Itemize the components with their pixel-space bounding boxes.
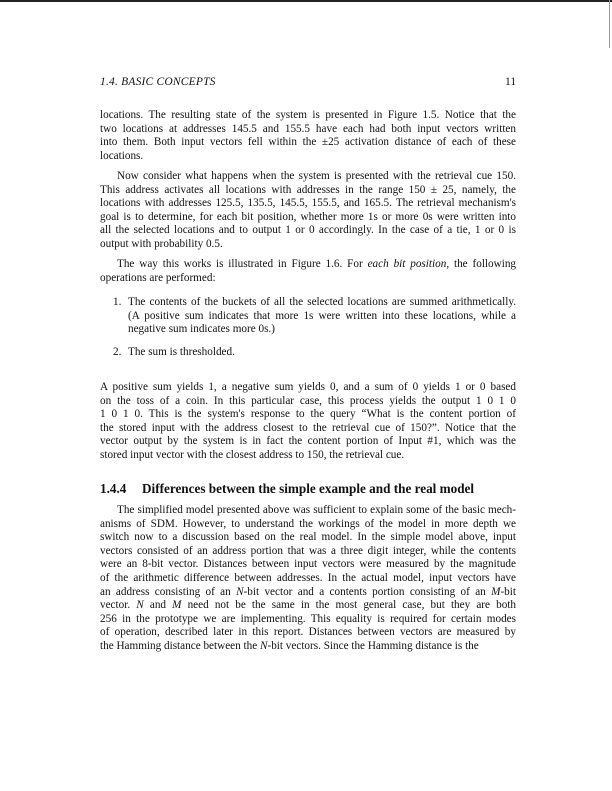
italic-text: N xyxy=(260,639,268,652)
italic-text: N xyxy=(136,599,144,612)
text-line: output with probability 0.5. xyxy=(100,237,223,250)
list-item-body xyxy=(128,296,516,337)
text-line: the stored input with the address closest to the retrieval cue of 150?”. Notice that the xyxy=(100,421,516,434)
text-line xyxy=(100,586,516,600)
text-line xyxy=(100,640,516,654)
section-number: 1.4.4 xyxy=(100,481,127,496)
text-line: of the arithmetic difference between addresses. In the actual model, input vectors have xyxy=(100,571,516,584)
text-line: (A positive sum indicates that more 1s were written into these locations, while a xyxy=(128,309,516,322)
paragraph-way-this-works xyxy=(100,258,516,285)
text-line: The contents of the buckets of all the selected locations are summed arithmetically. xyxy=(128,296,516,308)
text-line: of operation, described later in this report. Distances between vectors are measured by xyxy=(100,626,516,639)
text-line: vector output by the system is in fact the content portion of Input #1, which was the xyxy=(100,435,516,448)
text-line: A positive sum yields 1, a negative sum yields 0, and a sum of 0 yields 1 or 0 based xyxy=(100,381,516,393)
paragraph-retrieval-cue xyxy=(100,170,516,252)
paragraph-locations-state xyxy=(100,109,516,163)
text-line: goal is to determine, for each bit position, whether more 1s or more 0s were written into xyxy=(100,210,516,223)
list-item-body xyxy=(128,346,516,360)
text-segment: -bit xyxy=(500,585,516,598)
section-heading xyxy=(100,481,474,497)
text-line: stored input vector with the closest address to 150, the retrieval cue. xyxy=(100,448,405,461)
text-line: Now consider what happens when the system is presented with the retrieval cue 150. xyxy=(117,170,516,182)
text-line: negative sum indicates more 0s.) xyxy=(128,323,275,336)
text-segment: and xyxy=(143,599,173,612)
text-line: 1 0 1 0. This is the system's response to the query “What is the content portion of xyxy=(100,408,516,421)
italic-text: N xyxy=(236,585,244,598)
text-segment: need not be the same in the most general case, but they are both xyxy=(181,599,517,612)
text-segment: -bit vectors. Since the Hamming distance is the xyxy=(267,639,479,652)
text-line: The sum is thresholded. xyxy=(128,346,235,358)
text-line: into them. Both input vectors fell within the ±25 activation distance of each of these xyxy=(100,136,516,149)
text-line: all the selected locations and to output 1 or 0 accordingly. In the case of a tie, 1 or 0 is xyxy=(100,224,516,237)
page-top-border xyxy=(0,0,612,2)
text-line: The simplified model presented above was sufficient to explain some of the basic mech- xyxy=(117,504,516,516)
page-number: 11 xyxy=(505,76,517,88)
text-line: locations with addresses 125.5, 135.5, 145.5, 155.5, and 165.5. The retrieval mechanism's xyxy=(100,197,516,210)
page-right-edge xyxy=(609,0,610,48)
text-line: anisms of SDM. However, to understand the workings of the model in more depth we xyxy=(100,517,516,530)
text-segment: the Hamming distance between the xyxy=(100,639,260,652)
text-line: two locations at addresses 145.5 and 155.5 have each had both input vectors written xyxy=(100,122,516,135)
section-title: Differences between the simple example and the real model xyxy=(142,481,475,496)
list-number: 1. xyxy=(113,296,122,308)
text-segment: an address consisting of an xyxy=(100,585,237,598)
text-line: operations are performed: xyxy=(100,271,216,284)
paragraph-real-model xyxy=(100,504,516,654)
text-segment: The way this works is illustrated in Figure 1.6. For xyxy=(117,258,368,270)
text-segment: , the following xyxy=(446,258,517,270)
text-line: locations. xyxy=(100,149,144,162)
text-segment: -bit vector and a contents portion consisting of an xyxy=(243,585,492,598)
text-line: were an 8-bit vector. Distances between input vectors were measured by the magnitude xyxy=(100,558,516,571)
text-line xyxy=(100,258,516,272)
list-item-1 xyxy=(113,296,516,337)
text-line xyxy=(100,599,516,613)
running-header-section: 1.4. BASIC CONCEPTS xyxy=(100,76,216,88)
italic-text: M xyxy=(491,585,501,598)
list-number: 2. xyxy=(113,346,122,358)
text-line: This address activates all locations with addresses in the range 150 ± 25, namely, the xyxy=(100,183,516,196)
italic-text: M xyxy=(172,599,182,612)
italic-text: each bit position xyxy=(367,258,447,270)
text-line: on the toss of a coin. In this particular case, this process yields the output 1 0 1 0 xyxy=(100,394,516,407)
text-segment: vector. xyxy=(100,599,137,612)
text-line: 256 in the prototype we are implementing. This equality is required for certain modes xyxy=(100,612,516,625)
text-line: vectors consisted of an address portion that was a three digit integer, while the contents xyxy=(100,544,516,557)
text-line: switch now to a discussion based on the real model. In the simple model above, input xyxy=(100,531,516,544)
paragraph-thresholding-result xyxy=(100,381,516,463)
list-item-2 xyxy=(113,346,516,360)
text-line: locations. The resulting state of the system is presented in Figure 1.5. Notice that the xyxy=(100,109,516,121)
